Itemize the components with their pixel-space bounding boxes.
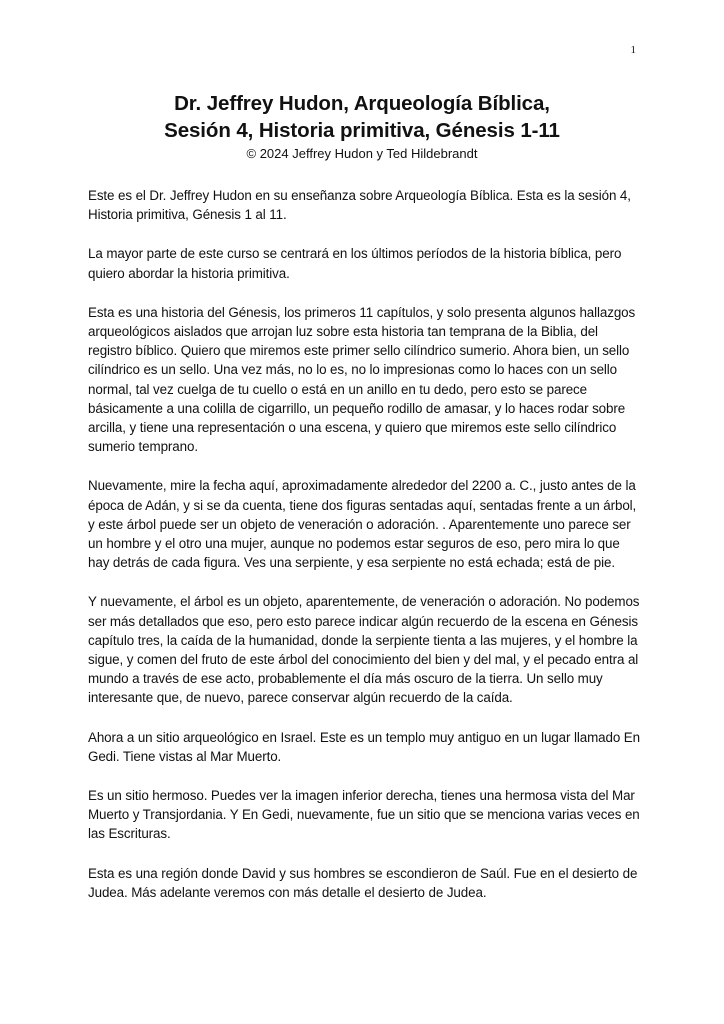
- paragraph-3: Esta es una historia del Génesis, los primeros 11 capítulos, y solo presenta algunos hallazgos arqueológicos aislados que arrojan luz sobre esta historia tan temprana de la Biblia, del registro bíblico. Quiero que miremos este primer sello cilíndrico sumerio. Ahora bien, un sello cilíndrico es un sello. Una vez más, no lo es, no lo impresionas como lo haces con un sello normal, tal vez cuelga de tu cuello o está en un anillo en tu dedo, pero esto se parece básicamente a una colilla de cigarrillo, un pequeño rodillo de amasar, y lo haces rodar sobre arcilla, y tiene una representación o una escena, y quiero que miremos este sello cilíndrico sumerio temprano.: [88, 304, 636, 455]
- paragraph-7: Es un sitio hermoso. Puedes ver la imagen inferior derecha, tienes una hermosa vista del Mar Muerto y Transjordania. Y En Gedi, nuevamente, fue un sitio que se menciona varias veces en las Escrituras.: [88, 788, 640, 842]
- paragraph-5: Y nuevamente, el árbol es un objeto, aparentemente, de veneración o adoración. No podemos ser más detallados que eso, pero esto parece indicar algún recuerdo de la escena en Génesis capítulo tres, la caída de la humanidad, donde la serpiente tienta a las mujeres, y el hombre la sigue, y comen del fruto de este árbol del conocimiento del bien y del mal, y el pecado entra al mundo a través de ese acto, probablemente el día más oscuro de la tierra. Un sello muy interesante que, de nuevo, parece conservar algún recuerdo de la caída.: [88, 594, 640, 706]
- copyright-line: © 2024 Jeffrey Hudon y Ted Hildebrandt: [246, 146, 478, 161]
- paragraph-8: Esta es una región donde David y sus hombres se escondieron de Saúl. Fue en el desierto de Judea. Más adelante veremos con más detalle el desierto de Judea.: [88, 865, 638, 900]
- document-body: [88, 186, 640, 922]
- paragraph-6: Ahora a un sitio arqueológico en Israel. Este es un templo muy antiguo en un lugar llamado En Gedi. Tiene vistas al Mar Muerto.: [88, 729, 640, 764]
- title-line-2: Sesión 4, Historia primitiva, Génesis 1-11: [164, 119, 560, 142]
- document-header: [0, 90, 724, 162]
- paragraph-2: La mayor parte de este curso se centrará en los últimos períodos de la historia bíblica, pero quiero abordar la historia primitiva.: [88, 246, 622, 281]
- page-number: 1: [630, 44, 636, 56]
- paragraph-1: Este es el Dr. Jeffrey Hudon en su enseñanza sobre Arqueología Bíblica. Esta es la sesión 4, Historia primitiva, Génesis 1 al 11.: [88, 188, 631, 223]
- paragraph-4: Nuevamente, mire la fecha aquí, aproximadamente alrededor del 2200 a. C., justo antes de la época de Adán, y si se da cuenta, tiene dos figuras sentadas aquí, sentadas frente a un árbol, y este árbol puede ser un objeto de veneración o adoración. . Aparentemente uno parece ser un hombre y el otro una mujer, aunque no podemos estar seguros de eso, pero mira lo que hay detrás de cada figura. Ves una serpiente, y esa serpiente no está echada; está de pie.: [88, 478, 637, 571]
- title-line-1: Dr. Jeffrey Hudon, Arqueología Bíblica,: [174, 92, 550, 115]
